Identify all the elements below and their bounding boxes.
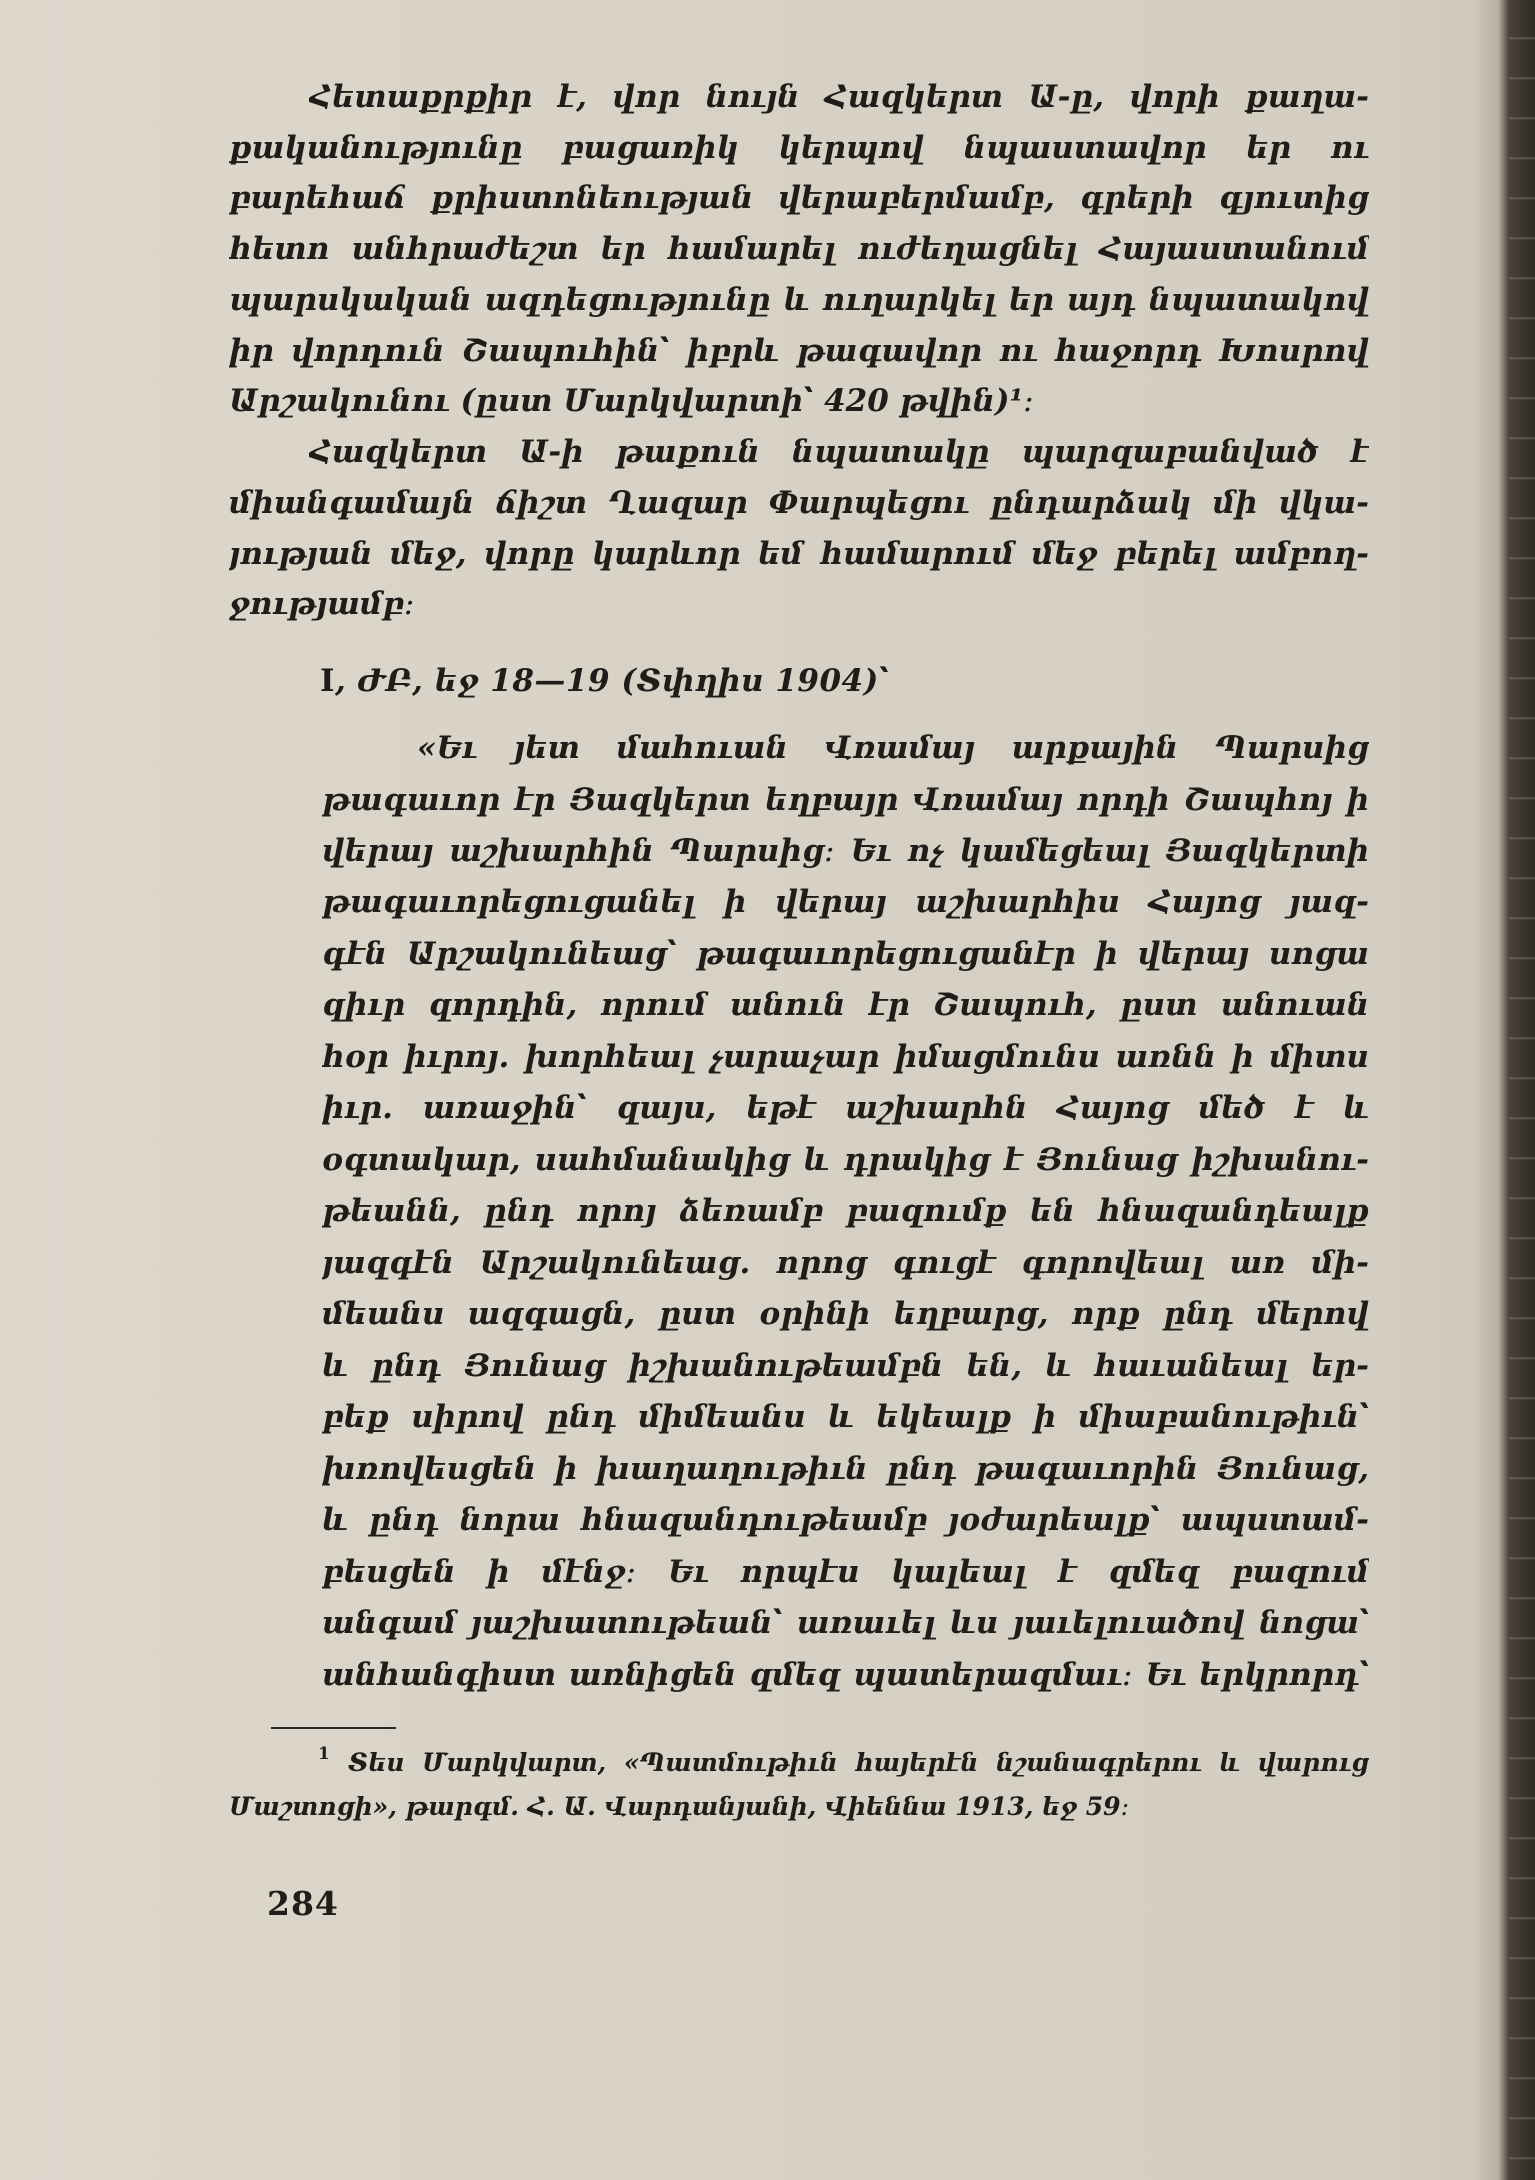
- quote-line: յազգէն Արշակունեաց. որոց գուցէ գորովեալ առ մի-: [322, 1245, 1369, 1281]
- quote-line: և ընդ Յունաց իշխանութեամբն են, և հաւանեալ եր-: [322, 1348, 1369, 1384]
- quote-line: և ընդ նորա հնազանդութեամբ յօժարեալք՝ ապստամ-: [322, 1502, 1369, 1538]
- body-text-line: քականությունը բացառիկ կերպով նպաստավոր եր ու: [229, 130, 1369, 166]
- quote-line: զիւր զորդին, որում անուն էր Շապուհ, ըստ անուան: [322, 987, 1369, 1023]
- body-text-line: Արշակունու (ըստ Մարկվարտի՝ 420 թվին)¹։: [229, 383, 1034, 419]
- source-heading: [320, 656, 889, 706]
- quote-line: թագաւորեցուցանել ի վերայ աշխարհիս Հայոց յազ-: [322, 884, 1369, 920]
- body-text-line: միանգամայն ճիշտ Ղազար Փարպեցու ընդարձակ մի վկա-: [229, 485, 1369, 521]
- footnote-line: Տես Մարկվարտ, «Պատմութիւն հայերէն նշանագրերու և վարուց: [348, 1748, 1369, 1777]
- quote-line: թագաւոր էր Յազկերտ եղբայր Վռամայ որդի Շապհոյ ի: [322, 782, 1369, 818]
- footnote-marker: 1: [318, 1744, 330, 1764]
- footnote-line: Մաշտոցի», թարգմ. Հ. Ա. Վարդանյանի, Վիեննա 1913, եջ 59։: [229, 1792, 1130, 1821]
- body-text-line: յության մեջ, վորը կարևոր եմ համարում մեջ բերել ամբող-: [229, 536, 1369, 572]
- body-text-line: ջությամբ։: [229, 586, 415, 622]
- quote-line: հօր իւրոյ. խորհեալ չարաչար իմացմունս առնն ի միտս: [322, 1039, 1369, 1075]
- body-text-line: պարսկական ազդեցությունը և ուղարկել եր այդ նպատակով: [229, 282, 1369, 318]
- body-text-line: Հետաքրքիր է, վոր նույն Հազկերտ Ա-ը, վորի քաղա-: [309, 79, 1369, 115]
- quote-line: բեսցեն ի մէնջ։ Եւ որպէս կալեալ է զմեզ բազում: [322, 1554, 1369, 1590]
- page-number: 284: [267, 1884, 339, 1923]
- quote-line: խռովեսցեն ի խաղաղութիւն ընդ թագաւորին Յունաց,: [322, 1451, 1369, 1487]
- quote-line: անգամ յաշխատութեան՝ առաւել ևս յաւելուածով նոցա՝: [322, 1605, 1369, 1641]
- quote-line: իւր. առաջին՝ զայս, եթէ աշխարհն Հայոց մեծ է և: [322, 1090, 1369, 1126]
- source-reference: , ԺԲ, եջ 18—19 (Տփղիս 1904)՝: [335, 663, 890, 699]
- body-text-line: իր վորդուն Շապուհին՝ իբրև թագավոր ու հաջորդ Խոսրով: [229, 333, 1369, 369]
- quote-line: մեանս ազգացն, ըստ օրինի եղբարց, որք ընդ մերով: [322, 1296, 1369, 1332]
- quote-line: գէն Արշակունեաց՝ թագաւորեցուցանէր ի վերայ սոցա: [322, 936, 1369, 972]
- quote-line: օգտակար, սահմանակից և դրակից է Յունաց իշխանու-: [322, 1142, 1369, 1178]
- quote-line: բեք սիրով ընդ միմեանս և եկեալք ի միաբանութիւն՝: [322, 1399, 1369, 1435]
- binding-edge: [1509, 0, 1535, 2180]
- body-text-line: Հազկերտ Ա-ի թաքուն նպատակը պարզաբանված է: [309, 434, 1369, 470]
- quote-line: անհանգիստ առնիցեն զմեզ պատերազմաւ։ Եւ երկրորդ՝: [322, 1657, 1369, 1693]
- quote-line: թեանն, ընդ որոյ ձեռամբ բազումք են հնազանդեալք: [322, 1193, 1369, 1229]
- body-text-line: բարեհաճ քրիստոնեության վերաբերմամբ, գրերի գյուտից: [229, 180, 1369, 216]
- quote-line: «Եւ յետ մահուան Վռամայ արքային Պարսից: [417, 730, 1369, 766]
- source-volume: I: [320, 663, 336, 699]
- footnote-rule: [271, 1727, 396, 1729]
- quote-line: վերայ աշխարհին Պարսից։ Եւ ոչ կամեցեալ Յազկերտի: [322, 833, 1369, 869]
- body-text-line: հետո անհրաժեշտ եր համարել ուժեղացնել Հայաստանում: [229, 231, 1369, 267]
